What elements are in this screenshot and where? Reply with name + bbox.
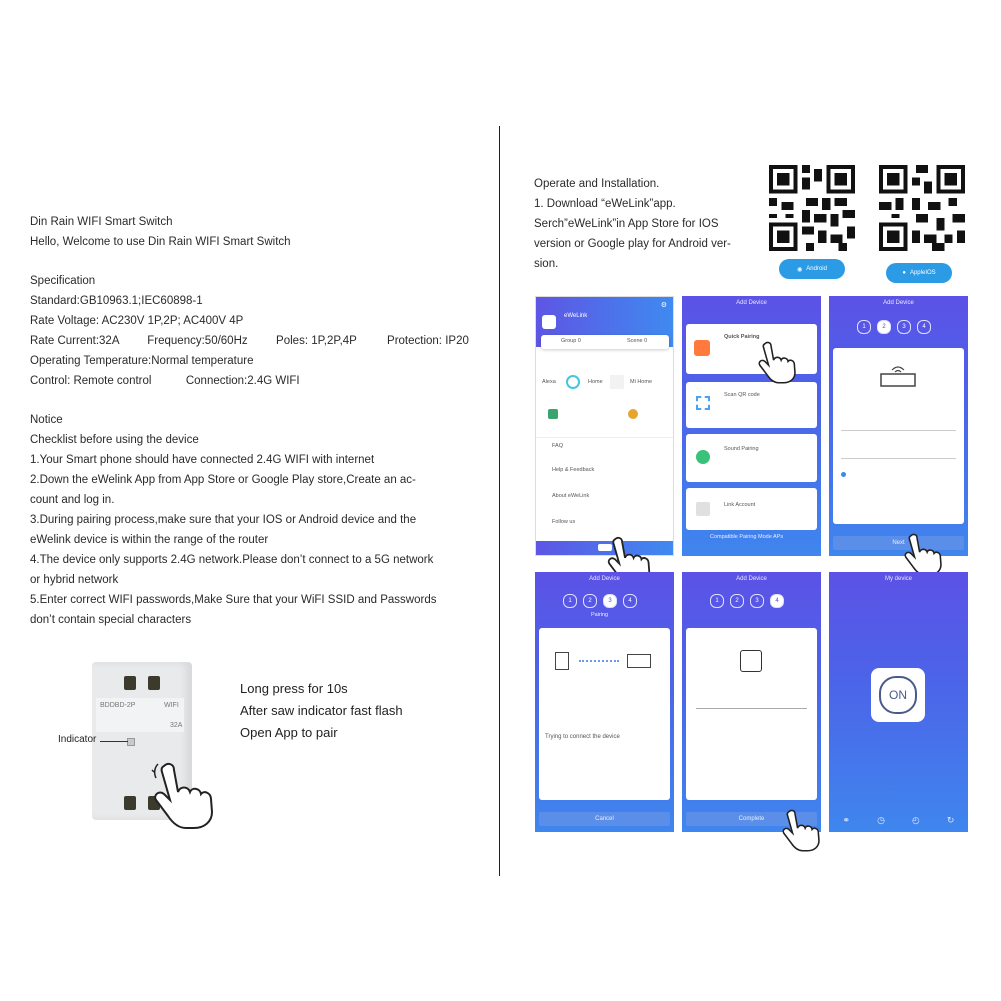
notice-3b: eWelink device is within the range of the router [30,534,269,546]
spec-control: Control: Remote control [30,375,152,387]
group-scene-bar [541,335,669,349]
quick-pairing-label: Quick Pairing [724,334,760,340]
group-count[interactable]: Group 0 [561,338,581,344]
install-heading: Operate and Installation. [534,178,660,190]
power-button[interactable] [871,668,925,722]
scan-qr-label: Scan QR code [724,392,760,398]
sound-pairing-card[interactable] [686,434,817,482]
install-line-4: sion. [534,258,559,270]
step-dot: 2 [730,594,744,608]
app-icon [548,409,558,419]
pointing-hand-icon [776,808,828,852]
notice-5b: don’t contain special characters [30,614,192,626]
screen-pairing [535,572,674,832]
screen-title: Add Device [736,300,767,306]
screen-title: My device [884,576,912,582]
device-toolbar [829,808,968,832]
qr-code-icon [769,165,855,251]
indicator-led [127,738,135,746]
integration-alexa[interactable]: Alexa [542,379,556,385]
screen-header [829,572,968,586]
step-dot: 3 [897,320,911,334]
sound-icon [696,450,710,464]
step-dot: 1 [857,320,871,334]
spec-control-row [30,371,490,391]
notice-3a: 3.During pairing process,make sure that your IOS or Android device and the [30,514,417,526]
pointing-hand-icon [898,532,950,576]
step-dot-active: 4 [770,594,784,608]
pairing-card [539,628,670,800]
pair-line-1: Long press for 10s [240,681,348,696]
screen-home [535,296,674,556]
connection-dots [579,660,619,662]
android-button-label: Android [806,266,827,272]
device-icon [740,650,762,672]
switch-rating: 32A [170,722,183,729]
indicator-label: Indicator [58,734,97,745]
step-dot: 1 [563,594,577,608]
spec-temp: Operating Temperature:Normal temperature [30,355,254,367]
home-title: eWeLink [564,313,588,319]
screen-device-added [682,572,821,832]
notice-heading: Notice [30,414,63,426]
screen-header [535,572,674,586]
remember-checkbox[interactable] [841,472,846,477]
wifi-form-card [833,348,964,524]
sound-pairing-label: Sound Pairing [724,446,759,452]
loop-icon[interactable]: ↻ [946,814,955,825]
scan-icon [696,396,710,410]
next-button-label: Next [892,540,905,546]
password-input[interactable] [841,458,956,459]
ios-button-label: AppleIOS [909,270,936,276]
spec-poles: Poles: 1P,2P,4P [276,335,357,347]
qr-code-icon [879,165,965,251]
link-icon [696,502,710,516]
spec-voltage: Rate Voltage: AC230V 1P,2P; AC400V 4P [30,315,244,327]
doc-title: Din Rain WIFI Smart Switch [30,216,173,228]
switch-brand: WIFI [164,702,179,709]
spec-heading: Specification [30,275,96,287]
spec-protection: Protection: IP20 [387,335,469,347]
notice-4b: or hybrid network [30,574,119,586]
checklist: Checklist before using the device [30,434,199,446]
terminal-icon [124,796,136,810]
menu-follow[interactable]: Follow us [552,519,576,525]
home-icon [610,375,624,389]
step-dot: 4 [917,320,931,334]
spec-standard: Standard:GB10963.1;IEC60898-1 [30,295,203,307]
install-line-3: version or Google play for Android ver- [534,238,731,250]
switch-model: BDDBD-2P [100,702,136,709]
alexa-icon [566,375,580,389]
notice-4a: 4.The device only supports 2.4G network.Please don’t connect to a 5G network [30,554,434,566]
screen-header [829,296,968,310]
integration-home[interactable]: Home [588,379,603,385]
link-account-card[interactable] [686,488,817,530]
pair-line-3: Open App to pair [240,725,338,740]
screen-header [682,296,821,310]
terminal-icon [124,676,136,690]
indicator-line [100,741,128,742]
notice-5a: 5.Enter correct WIFI passwords,Make Sure that your WiFI SSID and Passwords [30,594,437,606]
terminal-icon [148,676,160,690]
step-dot-active: 3 [603,594,617,608]
install-line-1: 1. Download “eWeLink”app. [534,198,676,210]
notice-2a: 2.Down the eWelink App from App Store or Google Play store,Create an ac- [30,474,416,486]
screen-header [682,572,821,586]
spec-frequency: Frequency:50/60Hz [147,335,248,347]
app-icon [628,409,638,419]
screen-wifi-input [829,296,968,556]
link-account-label: Link Account [724,502,756,508]
screen-title: Add Device [736,576,767,582]
screen-device-control [829,572,968,832]
step-dot: 1 [710,594,724,608]
screen-title: Add Device [589,576,620,582]
scene-count[interactable]: Scene 0 [627,338,648,344]
menu-faq[interactable]: FAQ [552,443,564,449]
timer-icon[interactable]: ◷ [877,814,885,825]
step-indicator [857,320,931,334]
pointing-hand-icon [150,760,220,830]
spec-current-row [30,331,490,351]
android-download-button[interactable] [779,259,845,279]
install-instructions [534,174,731,274]
trying-connect-text: Trying to connect the device [545,734,620,740]
ios-qr-code[interactable] [879,165,965,251]
device-name-card [686,628,817,800]
pair-line-2: After saw indicator fast flash [240,703,403,718]
spec-current: Rate Current:32A [30,335,119,347]
integration-grid [542,373,668,433]
ios-download-button[interactable] [886,263,952,283]
step-dot: 2 [583,594,597,608]
app-logo-icon [542,315,556,329]
ssid-input[interactable] [841,430,956,431]
switch-front-panel [96,698,184,732]
settings-icon[interactable]: ⚙ [660,302,667,309]
install-line-2: Serch”eWeLink”in App Store for IOS [534,218,719,230]
device-icon [555,652,569,670]
notice-1: 1.Your Smart phone should have connected 2.4G WIFI with internet [30,454,375,466]
device-name-input[interactable] [696,708,807,709]
router-icon [879,362,917,388]
step-dot: 4 [623,594,637,608]
step-indicator [563,594,637,608]
step-dot-active: 2 [877,320,891,334]
screen-title: Add Device [883,300,914,306]
power-on-label: ON [879,676,917,714]
compatible-mode-link[interactable]: Compatible Pairing Mode APs [710,534,784,540]
pairing-label: Pairing [591,612,609,618]
cancel-button[interactable] [539,812,670,826]
scan-qr-card[interactable] [686,382,817,428]
integration-mihome[interactable]: Mi Home [630,379,653,385]
screen-add-device-modes [682,296,821,556]
left-column [30,212,490,630]
router-icon [627,654,651,668]
pair-instructions [240,678,403,744]
pointing-hand-icon [752,340,804,384]
quick-pairing-icon [694,340,710,356]
step-dot: 3 [750,594,764,608]
menu-help-feedback[interactable]: Help & Feedback [552,467,595,473]
welcome-text: Hello, Welcome to use Din Rain WIFI Smart Switch [30,236,291,248]
schedule-icon[interactable]: ◴ [912,814,920,825]
cancel-button-label: Cancel [595,816,614,822]
notice-2b: count and log in. [30,494,115,506]
menu-about[interactable]: About eWeLink [552,493,590,499]
column-divider [499,126,500,876]
android-icon: ◉ [797,266,803,273]
share-icon[interactable]: ⚭ [842,814,851,825]
complete-button-label: Complete [738,816,765,822]
spec-connection: Connection:2.4G WIFI [185,375,300,387]
android-qr-code[interactable] [769,165,855,251]
apple-icon: ● [902,270,906,276]
step-indicator [710,594,784,608]
